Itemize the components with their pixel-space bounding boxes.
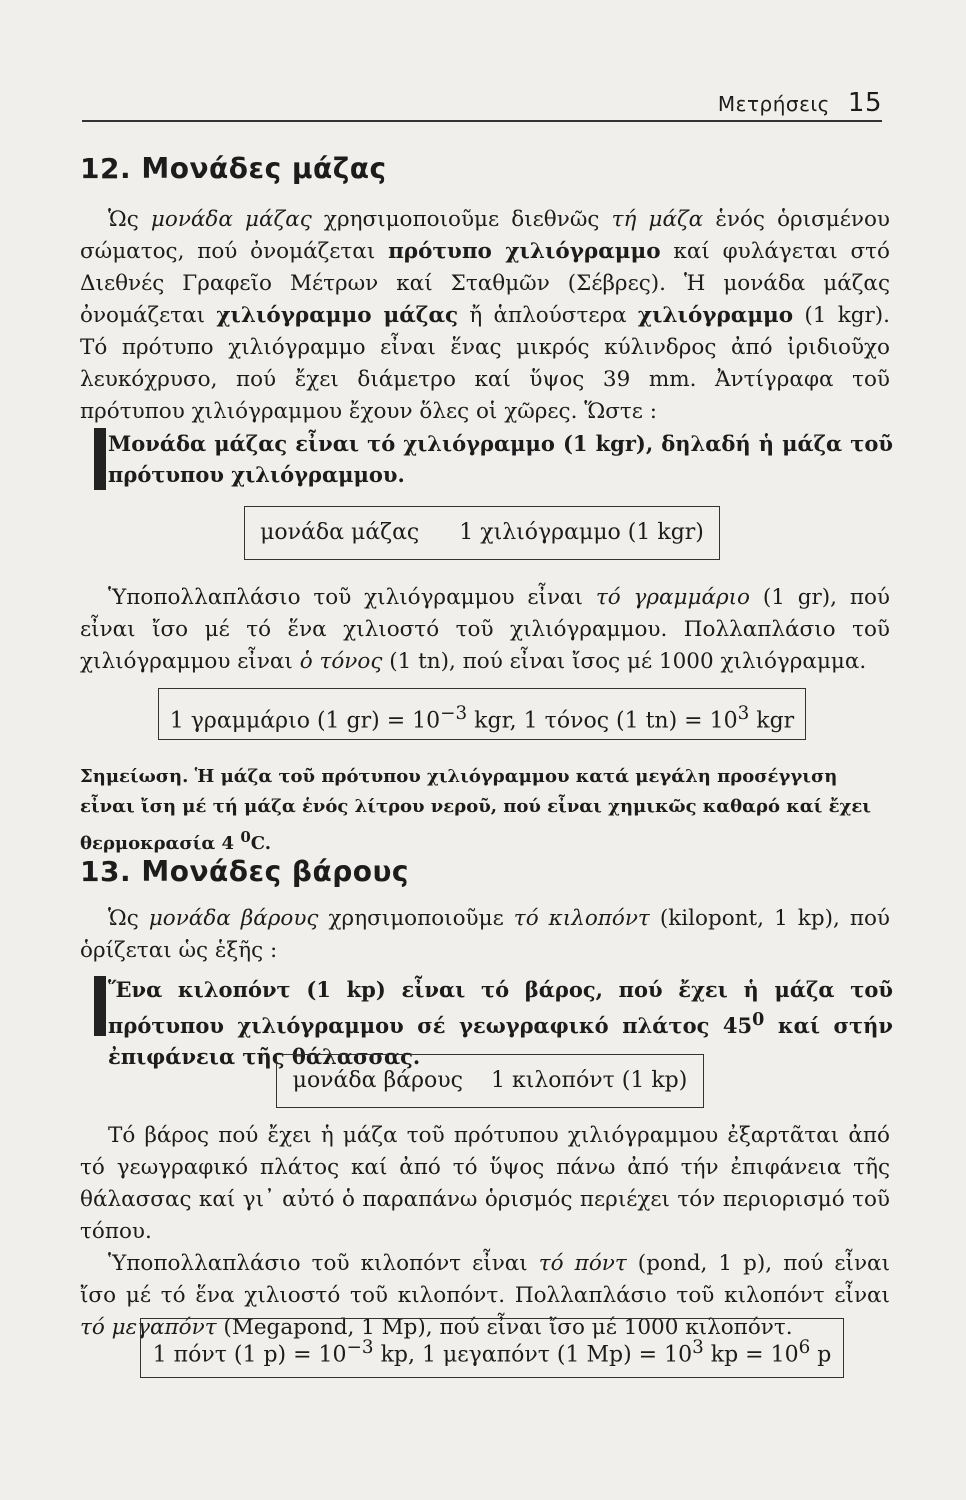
mass-unit-value: 1 χιλιόγραμμο (1 kgr) xyxy=(459,520,704,545)
section-13-heading: 13. Μονάδες βάρους xyxy=(80,855,409,888)
running-head-title: Μετρήσεις xyxy=(717,92,830,116)
weight-unit-box xyxy=(276,1054,704,1108)
mass-conversion-box: 1 γραμμάριο (1 $gr) = 10^{-3}$ kgr, 1 τόνος (1 $tn) = 10^3$ kgr xyxy=(158,688,806,740)
mass-multiples-paragraph: Ὑποπολλαπλάσιο τοῦ χιλιόγραμμου εἶναι τό γραμμάριο (1 gr), πού εἶναι ἴσο μέ τό ἕνα χιλιοστό τοῦ χιλιόγραμμου. Πολλαπλάσιο τοῦ χιλιόγραμμου εἶναι ὁ τόνος (1 tn), πού εἶναι ἴσος μέ 1000 χιλιόγραμμα. xyxy=(80,585,890,674)
header-rule xyxy=(82,120,882,122)
weight-body-paragraph: Τό βάρος πού ἔχει ἡ μάζα τοῦ πρότυπου χιλιόγραμμου ἐξαρτᾶται ἀπό τό γεωγραφικό πλάτος καί ἀπό τό ὕψος πάνω ἀπό τήν ἐπιφάνεια τῆς θάλασσας καί γι᾿ αὐτό ὁ παραπάνω ὁρισμός περιέχει τόν περιορισμό τοῦ τόπου. Ὑποπολλαπλάσιο τοῦ κιλοπόντ εἶναι τό πόντ (pond, 1 p), πού εἶναι ἴσο μέ τό ἕνα χιλιοστό τοῦ κιλοπόντ. Πολλαπλάσιο τοῦ κιλοπόντ εἶναι τό μεγαπόντ (Megapond, 1 Mp), πού εἶναι ἴσο μέ 1000 κιλοπόντ. xyxy=(80,1123,891,1340)
mass-note: Σημείωση. Ἡ μάζα τοῦ πρότυπου χιλιόγραμμου κατά μεγάλη προσέγγιση εἶναι ἴση μέ τή μάζα ἑνός λίτρου νεροῦ, πού εἶναι χημικῶς καθαρό καί ἔχει θερμοκρασία 4 $^0$C. xyxy=(80,766,871,854)
weight-unit-label: μονάδα βάρους xyxy=(292,1068,463,1093)
weight-unit-definition: Ἕνα κιλοπόντ (1 kp) εἶναι τό βάρος, πού ἔχει ἡ μάζα τοῦ πρότυπου χιλιόγραμμου σέ γεωγραφικό πλάτος $45^0$ καί στήν ἐπιφάνεια τῆς θάλασσας. xyxy=(108,977,893,1069)
weight-conversion-box: 1 πόντ (1 $p) = 10^{-3}$ kp, 1 μεγαπόντ (1 $Mp) = 10^3$ kp = $10^6$ p xyxy=(140,1318,844,1378)
mass-unit-box xyxy=(244,506,720,560)
note-label: Σημείωση. xyxy=(80,766,189,787)
definition-marker-bar-2 xyxy=(94,976,106,1036)
definition-marker-bar xyxy=(94,428,106,490)
page-number: 15 xyxy=(847,88,882,118)
section-12-intro: Ὡς μονάδα μάζας χρησιμοποιοῦμε διεθνῶς τή μάζα ἑνός ὁρισμένου σώματος, πού ὀνομάζεται πρότυπο χιλιόγραμμο καί φυλάγεται στό Διεθνές Γραφεῖο Μέτρων καί Σταθμῶν (Σέβρες). Ἡ μονάδα μάζας ὀνομάζεται χιλιόγραμμο μάζας ἤ ἁπλούστερα χιλιόγραμμο (1 kgr). Τό πρότυπο χιλιόγραμμο εἶναι ἕνας μικρός κύλινδρος ἀπό ἰριδιοῦχο λευκόχρυσο, πού ἔχει διάμετρο καί ὕψος 39 mm. Ἀντίγραφα τοῦ πρότυπου χιλιόγραμμου ἔχουν ὅλες οἱ χῶρες. Ὥστε : xyxy=(80,207,891,424)
running-head xyxy=(718,88,882,118)
section-13-intro: Ὡς μονάδα βάρους χρησιμοποιοῦμε τό κιλοπόντ (kilopont, 1 kp), πού ὁρίζεται ὡς ἑξῆς : xyxy=(80,906,891,963)
weight-unit-value: 1 κιλοπόντ (1 kp) xyxy=(490,1068,688,1093)
mass-unit-label: μονάδα μάζας xyxy=(260,520,420,545)
section-12-heading: 12. Μονάδες μάζας xyxy=(80,152,387,185)
mass-unit-definition: Μονάδα μάζας εἶναι τό χιλιόγραμμο (1 kgr), δηλαδή ἡ μάζα τοῦ πρότυπου χιλιόγραμμου. xyxy=(108,431,893,487)
